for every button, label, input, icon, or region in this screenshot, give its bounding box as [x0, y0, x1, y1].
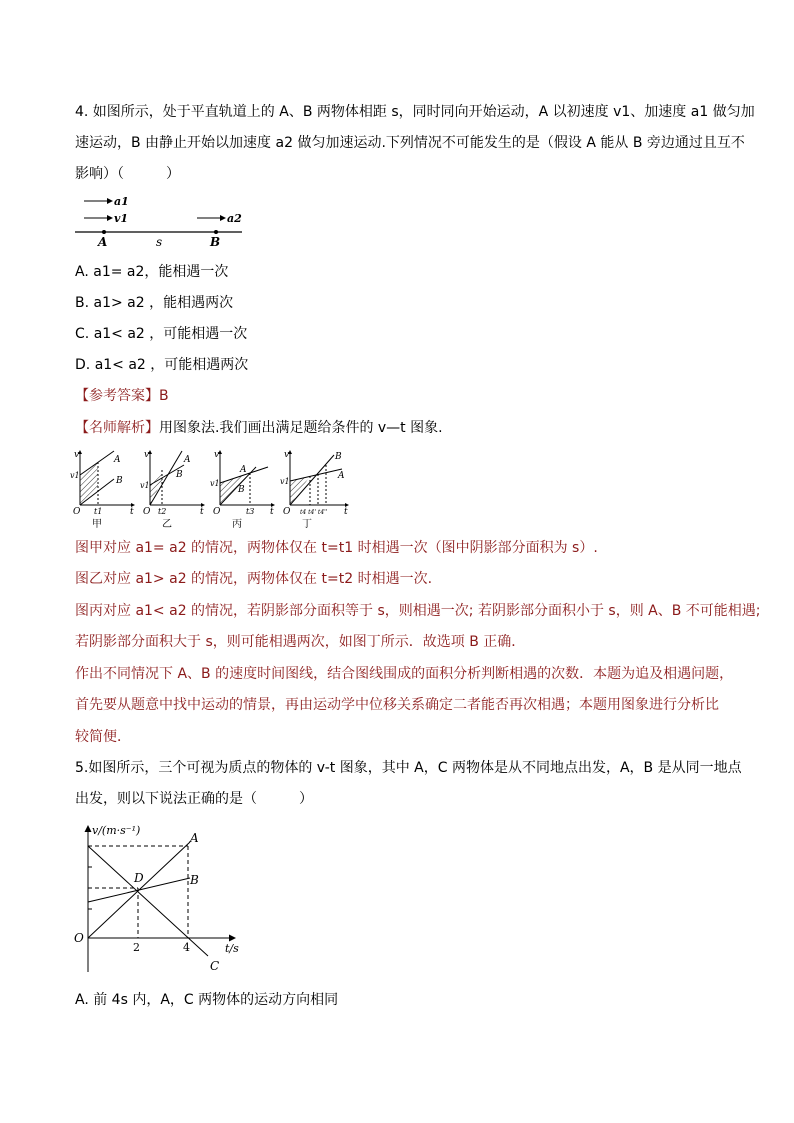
q5-vt-graph	[70, 822, 260, 977]
analysis-p4b: 首先要从题意中找中运动的情景，再由运动学中位移关系确定二者能否再次相遇；本题用图象进行分析比	[75, 697, 719, 713]
point-A	[102, 230, 106, 234]
origin-label: O	[74, 931, 84, 945]
line-C	[88, 846, 208, 956]
svg-text:t2: t2	[158, 507, 167, 516]
point-B	[214, 230, 218, 234]
option-c-label: C.	[75, 326, 90, 342]
tick-4-label: 4	[183, 941, 190, 954]
q4-stem-line3: 影响）（ ）	[75, 166, 180, 182]
graph-ding	[280, 450, 348, 530]
svg-text:t: t	[270, 507, 274, 517]
line-C-label: C	[210, 959, 220, 973]
line-B-label: B	[190, 873, 199, 887]
q5-stem-line2: 出发，则以下说法正确的是（ ）	[75, 791, 313, 807]
label-s: s	[156, 235, 163, 249]
graph-label-bing: 丙	[232, 519, 242, 530]
q4-option-a[interactable]	[75, 262, 228, 282]
answer-tag: 【参考答案】	[75, 388, 159, 404]
svg-text:t: t	[130, 507, 134, 517]
analysis-tag: 【名师解析】	[75, 420, 159, 436]
option-a-label: A.	[75, 264, 89, 280]
analysis-p1: 图甲对应 a1= a2 的情况，两物体仅在 t=t1 时相遇一次（图中阴影部分面积为 s）.	[75, 540, 598, 556]
answer-value: B	[159, 388, 169, 404]
svg-text:v1: v1	[70, 471, 80, 480]
reference-answer	[75, 386, 169, 406]
svg-text:B: B	[176, 470, 183, 480]
svg-text:t1: t1	[94, 507, 103, 516]
graph-label-yi: 乙	[162, 519, 172, 530]
svg-text:t: t	[200, 507, 204, 517]
svg-text:t4 t4' t4'': t4 t4' t4''	[300, 509, 328, 516]
graph-jia	[70, 450, 134, 530]
svg-text:v1: v1	[210, 479, 220, 488]
option-a-text: a1= a2，能相遇一次	[93, 264, 229, 280]
analysis-p4c: 较简便．	[75, 729, 131, 745]
q5-stem-line1: 5.如图所示，三个可视为质点的物体的 v-t 图象，其中 A，C 两物体是从不同地点出发，A，B 是从同一地点	[75, 760, 742, 776]
analysis-p3a: 图丙对应 a1< a2 的情况，若阴影部分面积等于 s，则相遇一次; 若阴影部分面积小于 s，则 A、B 不可能相遇;	[75, 603, 761, 619]
analysis-p3b: 若阴影部分面积大于 s，则可能相遇两次，如图丁所示．故选项 B 正确．	[75, 634, 526, 650]
option-d-label: D.	[75, 357, 91, 373]
q4-motion-figure	[70, 190, 250, 250]
svg-text:B: B	[116, 476, 123, 486]
svg-text:A: A	[338, 471, 345, 481]
svg-text:t3: t3	[246, 507, 255, 516]
svg-text:v: v	[284, 450, 290, 460]
label-A: A	[98, 235, 108, 249]
svg-text:v: v	[74, 450, 80, 460]
svg-text:v1: v1	[140, 481, 150, 490]
analysis-p4a: 作出不同情况下 A、B 的速度时间图线，结合图线围成的面积分析判断相遇的次数．本题为追及相遇问题，	[75, 666, 734, 682]
q4-option-b[interactable]	[75, 293, 233, 313]
svg-text:v: v	[214, 450, 220, 460]
q4-stem-line1: 4. 如图所示，处于平直轨道上的 A、B 两物体相距 s，同时同向开始运动，A 以初速度 v1、加速度 a1 做匀加	[75, 104, 755, 120]
svg-text:O: O	[213, 507, 221, 517]
option-c-text: a1< a2 ，可能相遇一次	[93, 326, 248, 342]
q4-option-d[interactable]	[75, 355, 248, 375]
q5-option-a[interactable]: A. 前 4s 内，A，C 两物体的运动方向相同	[75, 992, 339, 1008]
svg-text:O: O	[73, 507, 81, 517]
x-axis-label: t/s	[225, 942, 239, 955]
svg-text:B: B	[335, 452, 342, 462]
svg-text:A: A	[114, 455, 121, 465]
analysis-intro-text: 用图象法.我们画出满足题给条件的 v—t 图象.	[159, 420, 443, 436]
svg-text:O: O	[143, 507, 151, 517]
point-D-label: D	[134, 871, 144, 885]
y-axis-label: v/(m·s⁻¹)	[92, 824, 141, 837]
a2-label: a2	[227, 212, 242, 225]
q4-option-c[interactable]	[75, 324, 247, 344]
q4-stem-line2: 速运动，B 由静止开始以加速度 a2 做匀加速运动.下列情况不可能发生的是（假设 A 能从 B 旁边通过且互不	[75, 135, 745, 151]
graph-yi	[140, 450, 204, 530]
analysis-vt-graphs	[70, 445, 360, 530]
a1-label: a1	[114, 195, 129, 208]
svg-text:v1: v1	[280, 477, 290, 486]
label-B: B	[210, 235, 221, 249]
tick-2-label: 2	[133, 941, 140, 954]
graph-label-jia: 甲	[92, 519, 102, 530]
graph-label-ding: 丁	[302, 519, 312, 530]
graph-bing	[210, 450, 274, 530]
svg-text:A: A	[184, 455, 191, 465]
svg-text:v: v	[144, 450, 150, 460]
option-b-text: a1> a2 ，能相遇两次	[93, 295, 234, 311]
line-A-label: A	[190, 831, 199, 845]
option-d-text: a1< a2 ，可能相遇两次	[94, 357, 249, 373]
svg-text:O: O	[283, 507, 291, 517]
analysis-p2: 图乙对应 a1> a2 的情况，两物体仅在 t=t2 时相遇一次.	[75, 571, 433, 587]
option-b-label: B.	[75, 295, 90, 311]
svg-text:B: B	[238, 485, 245, 495]
analysis-intro	[75, 418, 443, 438]
svg-text:A: A	[240, 465, 247, 475]
svg-text:t: t	[344, 507, 348, 517]
v1-label: v1	[114, 212, 129, 225]
